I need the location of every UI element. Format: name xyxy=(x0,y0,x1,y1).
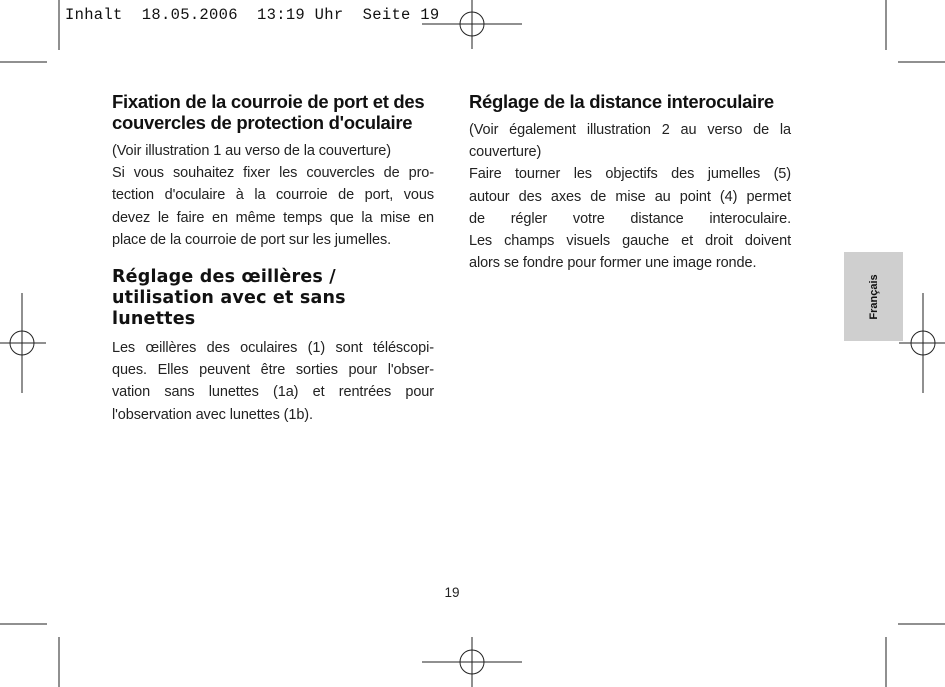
left-column xyxy=(112,91,434,442)
section-body xyxy=(112,337,434,426)
section-title: Réglage de la distance interoculaire xyxy=(469,91,774,112)
section-strap-fixation xyxy=(112,91,434,251)
section-eyecups xyxy=(112,267,434,426)
language-tab-label: Français xyxy=(867,273,880,320)
print-slug: Inhalt 18.05.2006 13:19 Uhr Seite 19 xyxy=(65,6,440,24)
body-line: Les champs visuels gauche et droit doivent xyxy=(469,233,791,250)
body-line: vation sans lunettes (1a) et rentrées pour xyxy=(112,384,434,401)
body-line: de régler votre distance interoculaire. xyxy=(469,210,791,227)
body-line: alors se fondre pour former une image ronde. xyxy=(469,255,757,272)
body-line: ques. Elles peuvent être sorties pour l'obser- xyxy=(112,362,434,379)
section-body xyxy=(112,140,434,251)
body-line: Faire tourner les objectifs des jumelles (5) xyxy=(469,166,791,183)
section-interocular xyxy=(469,91,791,274)
section-body xyxy=(469,119,791,274)
body-line: tection d'oculaire à la courroie de port, vous xyxy=(112,187,434,204)
language-tab xyxy=(844,252,903,341)
body-line: autour des axes de mise au point (4) permet xyxy=(469,188,791,205)
page-number: 19 xyxy=(444,585,460,600)
section-title: Réglage des œillères / utilisation avec et sans lunettes xyxy=(112,267,346,330)
body-line: couverture) xyxy=(469,144,542,161)
body-line: (Voir illustration 1 au verso de la couverture) xyxy=(112,143,391,159)
body-line: Les œillères des oculaires (1) sont téléscopi- xyxy=(112,340,434,357)
body-line: Si vous souhaitez fixer les couvercles de pro- xyxy=(112,165,434,182)
body-line: devez le faire en même temps que la mise en xyxy=(112,209,434,226)
section-title: Fixation de la courroie de port et des couvercles de protection d'oculaire xyxy=(112,91,425,133)
right-column xyxy=(469,91,791,290)
body-line: l'observation avec lunettes (1b). xyxy=(112,406,313,423)
body-line: place de la courroie de port sur les jumelles. xyxy=(112,231,392,248)
body-line: (Voir également illustration 2 au verso de la xyxy=(469,122,791,138)
